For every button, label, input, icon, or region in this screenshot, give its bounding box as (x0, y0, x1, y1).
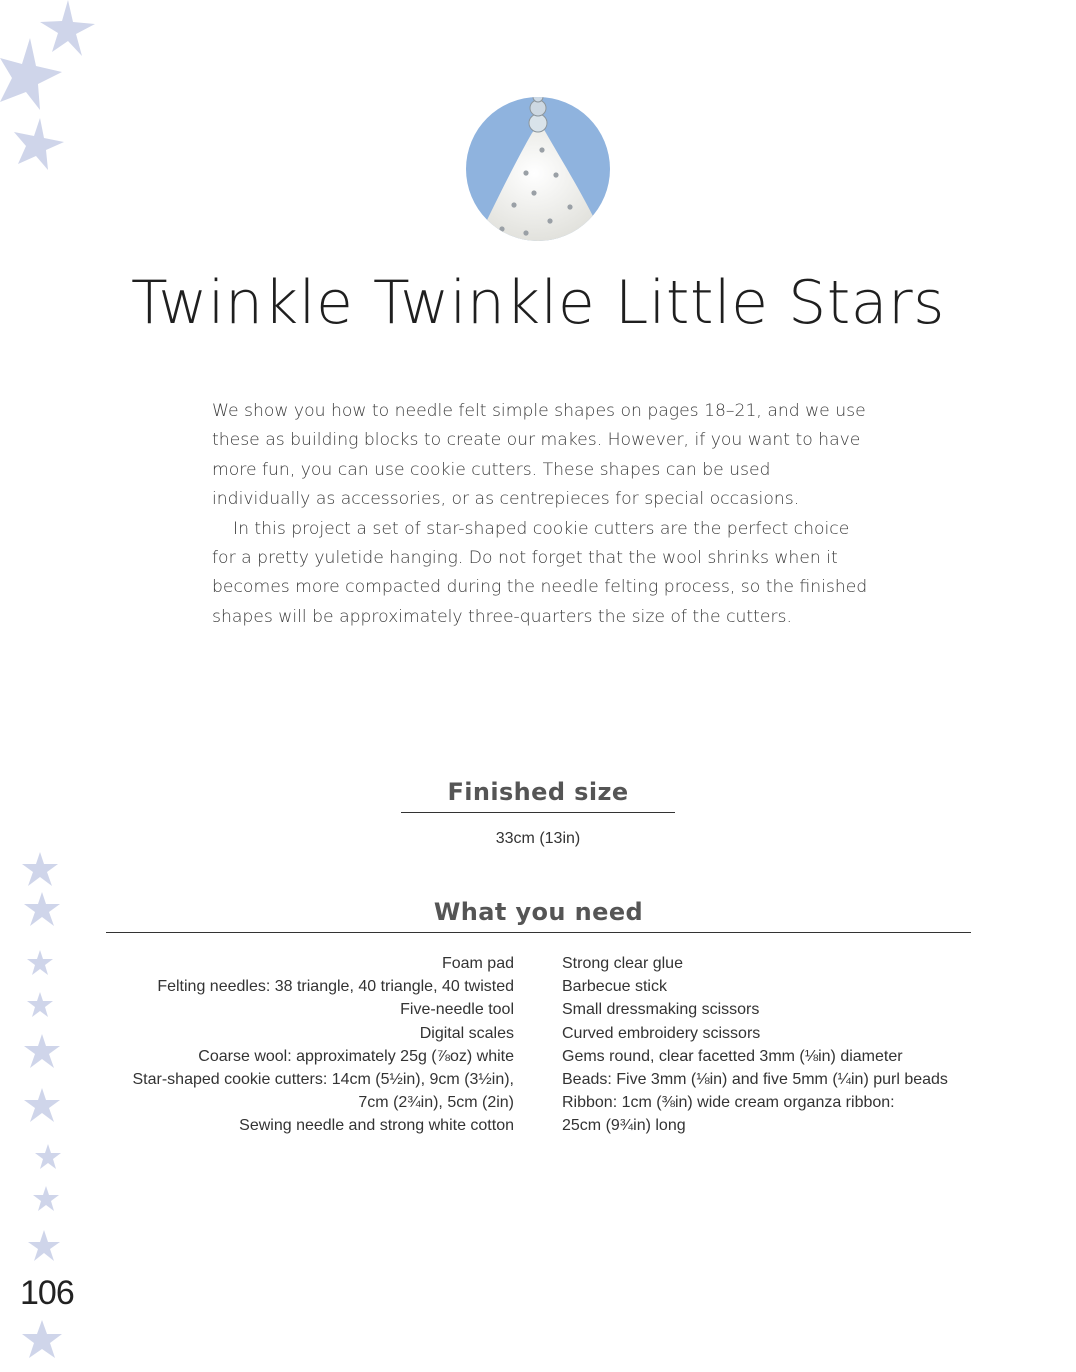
list-item: Ribbon: 1cm (⅜in) wide cream organza ribbon: (562, 1094, 895, 1112)
what-you-need-heading: What you need (106, 898, 971, 933)
star-icon (0, 38, 62, 110)
page-title: Twinkle Twinkle Little Stars (131, 268, 945, 338)
materials-list-right (562, 952, 982, 1138)
star-icon (24, 892, 60, 926)
list-item: Felting needles: 38 triangle, 40 triangle, 40 twisted (157, 978, 514, 996)
star-icon (24, 1088, 60, 1122)
star-icon (27, 950, 53, 975)
list-item: Curved embroidery scissors (562, 1024, 761, 1042)
list-item: 7cm (2¾in), 5cm (2in) (358, 1094, 514, 1112)
list-item: Gems round, clear facetted 3mm (⅛in) diameter (562, 1047, 903, 1065)
intro-paragraph: In this project a set of star-shaped cookie cutters are the perfect choice for a pretty yuletide hanging. Do not forget that the wool shrinks when it becomes more compacted during the needle felting process, so the finished shapes will be approximately three-quarters the size of the cutters. (212, 518, 868, 627)
list-item: 25cm (9¾in) long (562, 1117, 686, 1135)
page-number: 106 (20, 1274, 74, 1312)
finished-size-value: 33cm (13in) (495, 830, 581, 847)
finished-size-heading: Finished size (401, 778, 675, 813)
materials-list-left (74, 952, 514, 1138)
list-item: Sewing needle and strong white cotton (239, 1117, 514, 1135)
star-icon (33, 1186, 59, 1211)
star-icon (27, 992, 53, 1017)
star-icon (24, 1034, 60, 1068)
list-item: Small dressmaking scissors (562, 1001, 760, 1019)
star-icon (40, 0, 95, 56)
list-item: Barbecue stick (562, 978, 667, 996)
list-item: Foam pad (441, 955, 514, 972)
star-icon (35, 1144, 61, 1169)
star-icon (22, 852, 58, 886)
star-icon (22, 1320, 62, 1358)
intro-paragraph: We show you how to needle felt simple shapes on pages 18–21, and we use these as building blocks to create our makes. However, if you want to have more fun, you can use cookie cutters. These shapes can be used individually as accessories, or as centrepieces for special occasions. (212, 401, 866, 510)
decorative-stars-top (0, 0, 110, 180)
list-item: Five-needle tool (400, 1001, 514, 1019)
list-item: Beads: Five 3mm (⅛in) and five 5mm (¼in) purl beads (562, 1071, 948, 1089)
project-photo (466, 95, 610, 243)
star-icon (14, 118, 64, 170)
list-item: Star-shaped cookie cutters: 14cm (5½in), 9cm (3½in), (132, 1071, 514, 1089)
list-item: Digital scales (419, 1024, 514, 1042)
list-item: Coarse wool: approximately 25g (⅞oz) white (198, 1047, 514, 1065)
list-item: Strong clear glue (562, 955, 683, 972)
star-icon (28, 1230, 60, 1261)
intro-text (212, 397, 872, 632)
